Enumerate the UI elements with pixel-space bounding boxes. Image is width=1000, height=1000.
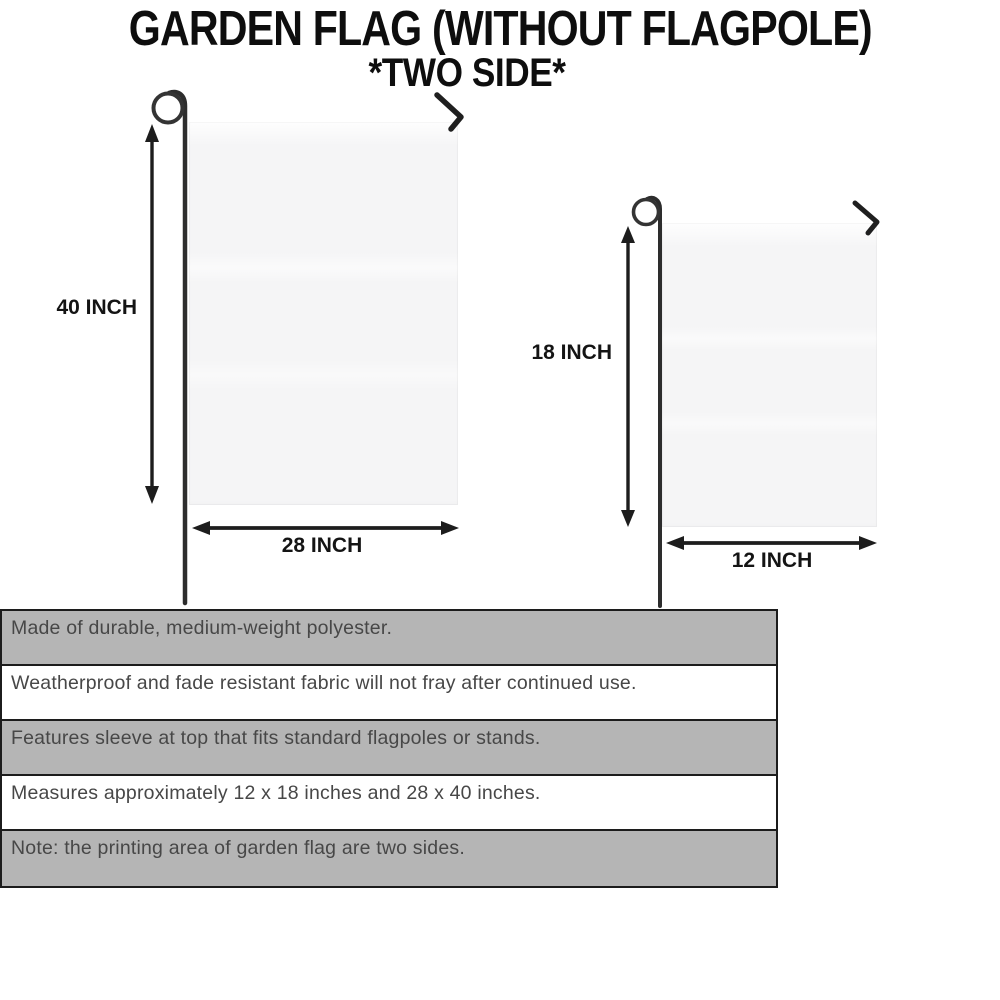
flagpole-small-icon (647, 198, 660, 606)
feature-row-5: Note: the printing area of garden flag are two sides. (2, 831, 776, 886)
flagpole-loop-large-icon (154, 94, 183, 123)
feature-row-1: Made of durable, medium-weight polyester. (2, 611, 776, 666)
feature-row-3: Features sleeve at top that fits standard flagpoles or stands. (2, 721, 776, 776)
height-label-small: 18 INCH (531, 341, 612, 364)
height-label-large: 40 INCH (56, 296, 137, 319)
width-arrow-large-left-head (192, 521, 210, 535)
flag-hook-small-icon (855, 203, 877, 233)
title-line-1: GARDEN FLAG (WITHOUT FLAGPOLE) (128, 2, 872, 56)
width-label-small: 12 INCH (731, 549, 813, 572)
height-arrow-large-top-head (145, 124, 159, 142)
height-arrow-large-bottom-head (145, 486, 159, 504)
height-arrow-small-bottom-head (621, 510, 635, 527)
feature-row-2: Weatherproof and fade resistant fabric will not fray after continued use. (2, 666, 776, 721)
feature-table (0, 609, 778, 888)
title-line-2: *TWO SIDE* (368, 50, 566, 95)
flagpole-loop-small-icon (634, 200, 659, 225)
height-arrow-small-top-head (621, 226, 635, 243)
width-label-large: 28 INCH (281, 534, 363, 557)
flag-hook-large-icon (437, 95, 461, 129)
width-arrow-large-right-head (441, 521, 459, 535)
width-arrow-small-left-head (666, 536, 684, 550)
feature-row-4: Measures approximately 12 x 18 inches and 28 x 40 inches. (2, 776, 776, 831)
flagpole-large-icon (169, 92, 185, 603)
width-arrow-small-right-head (859, 536, 877, 550)
